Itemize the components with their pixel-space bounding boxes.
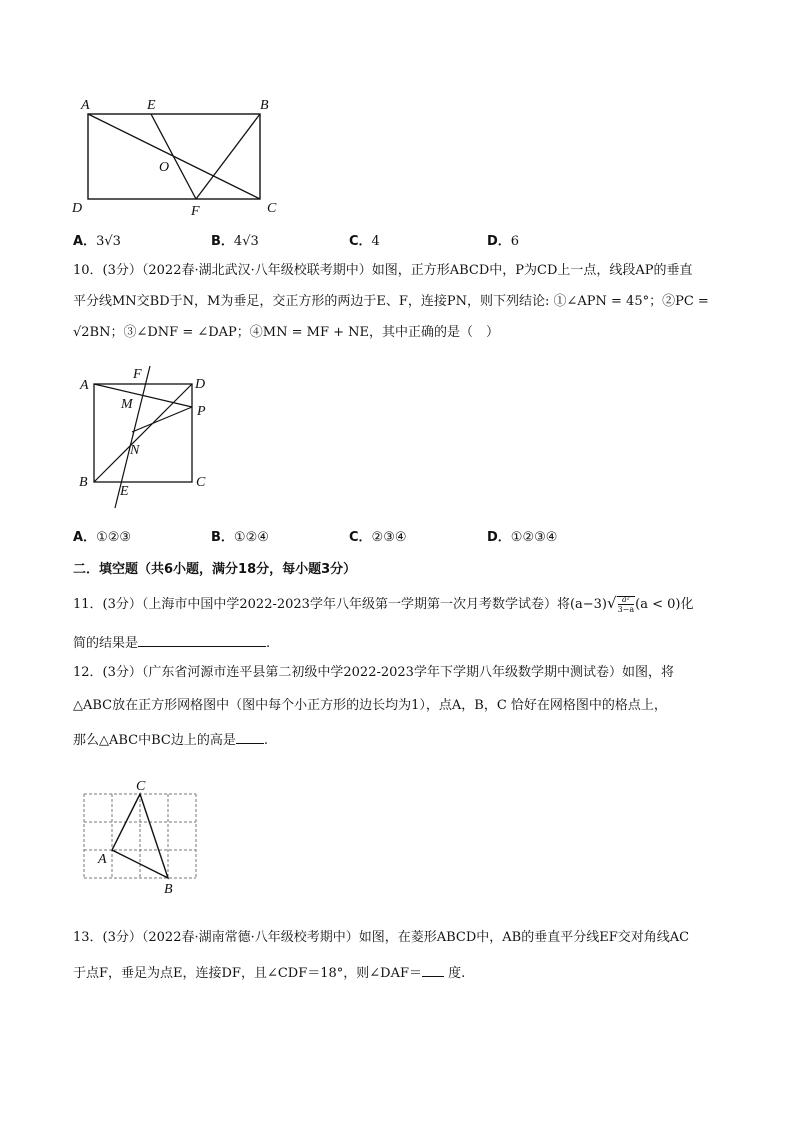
q9-option-d[interactable]: D．6 (487, 234, 520, 249)
label-a: A (98, 852, 107, 867)
q13-answer-blank[interactable] (422, 962, 444, 977)
q10-line-3: √2BN；③∠DNF = ∠DAP；④MN = MF + NE，其中正确的是（ ） (73, 325, 499, 340)
q12-line-3: 那么△ABC中BC边上的高是 . (73, 729, 268, 750)
q12-figure (78, 776, 203, 896)
q12-answer-blank[interactable] (236, 729, 264, 744)
q10-option-d[interactable]: D．①②③④ (487, 530, 558, 545)
diagonal-bd (94, 384, 192, 482)
label-e: E (120, 484, 129, 499)
label-c: C (136, 779, 146, 794)
label-d: D (195, 377, 206, 392)
q11-line-2: 简的结果是 . (73, 632, 270, 653)
q13-line-1: 13．(3分）（2022春·湖南常德·八年级校考期中）如图，在菱形ABCD中，AB的垂直平分线EF交对角线AC (73, 930, 690, 945)
label-d: D (72, 201, 83, 216)
section-heading: 二．填空题（共6小题，满分18分，每小题3分） (73, 562, 357, 577)
q11-frac-num: a² (618, 595, 635, 605)
q10-option-b[interactable]: B．①②④ (211, 530, 269, 545)
q10-figure (72, 362, 222, 512)
q9-figure (65, 92, 285, 220)
q9-option-a[interactable]: A．3√3 (73, 234, 121, 249)
segment-ef (151, 114, 196, 199)
label-b: B (164, 882, 173, 896)
q12-line-2: △ABC放在正方形网格图中（图中每个小正方形的边长均为1），点A，B，C 恰好在网格图中的格点上， (73, 698, 667, 713)
q10-line-2: 平分线MN交BD于N，M为垂足，交正方形的两边于E、F，连接PN，则下列结论: ①∠APN = 45°；②PC = (73, 294, 709, 309)
q11-prefix: 11．(3分）（上海市中国中学2022-2023学年八年级第一学期第一次月考数学试卷）将(a−3) (73, 597, 608, 612)
label-f: F (191, 204, 200, 219)
q10-option-a[interactable]: A．①②③ (73, 530, 132, 545)
q11-answer-blank[interactable] (138, 632, 266, 647)
q12-line-1: 12．(3分）（广东省河源市连平县第二初级中学2022-2023学年下学期八年级数学期中测试卷）如图，将 (73, 665, 674, 680)
label-e: E (147, 98, 156, 113)
q10-line-1: 10．(3分）（2022春·湖北武汉·八年级校联考期中）如图，正方形ABCD中，P为CD上一点，线段AP的垂直 (73, 263, 693, 278)
label-a: A (81, 98, 90, 113)
segment-pn (132, 407, 192, 432)
label-a: A (80, 378, 89, 393)
label-n: N (130, 443, 140, 458)
label-b: B (260, 98, 269, 113)
q10-option-c[interactable]: C．②③④ (349, 530, 407, 545)
label-m: M (121, 397, 133, 412)
q11-sqrt (617, 596, 636, 612)
label-f: F (133, 367, 142, 382)
label-p: P (197, 404, 206, 419)
q11-line-1: 11．(3分）（上海市中国中学2022-2023学年八年级第一学期第一次月考数学试卷）将(a−3)√ $\frac{\text{a²}}{3-a}$ (a < 0)化 (73, 594, 694, 614)
label-o: O (159, 160, 170, 175)
q9-option-b[interactable]: B．4√3 (211, 234, 259, 249)
q13-line-2: 于点F，垂足为点E，连接DF，且∠CDF＝18°，则∠DAF＝ 度. (73, 962, 465, 983)
label-c: C (267, 201, 277, 216)
label-b: B (79, 475, 88, 490)
segment-fb (196, 114, 260, 199)
q11-suffix: (a < 0)化 (635, 597, 694, 612)
q11-frac-den: 3−a (617, 605, 635, 614)
label-c: C (196, 475, 206, 490)
q9-option-c[interactable]: C．4 (349, 234, 380, 249)
